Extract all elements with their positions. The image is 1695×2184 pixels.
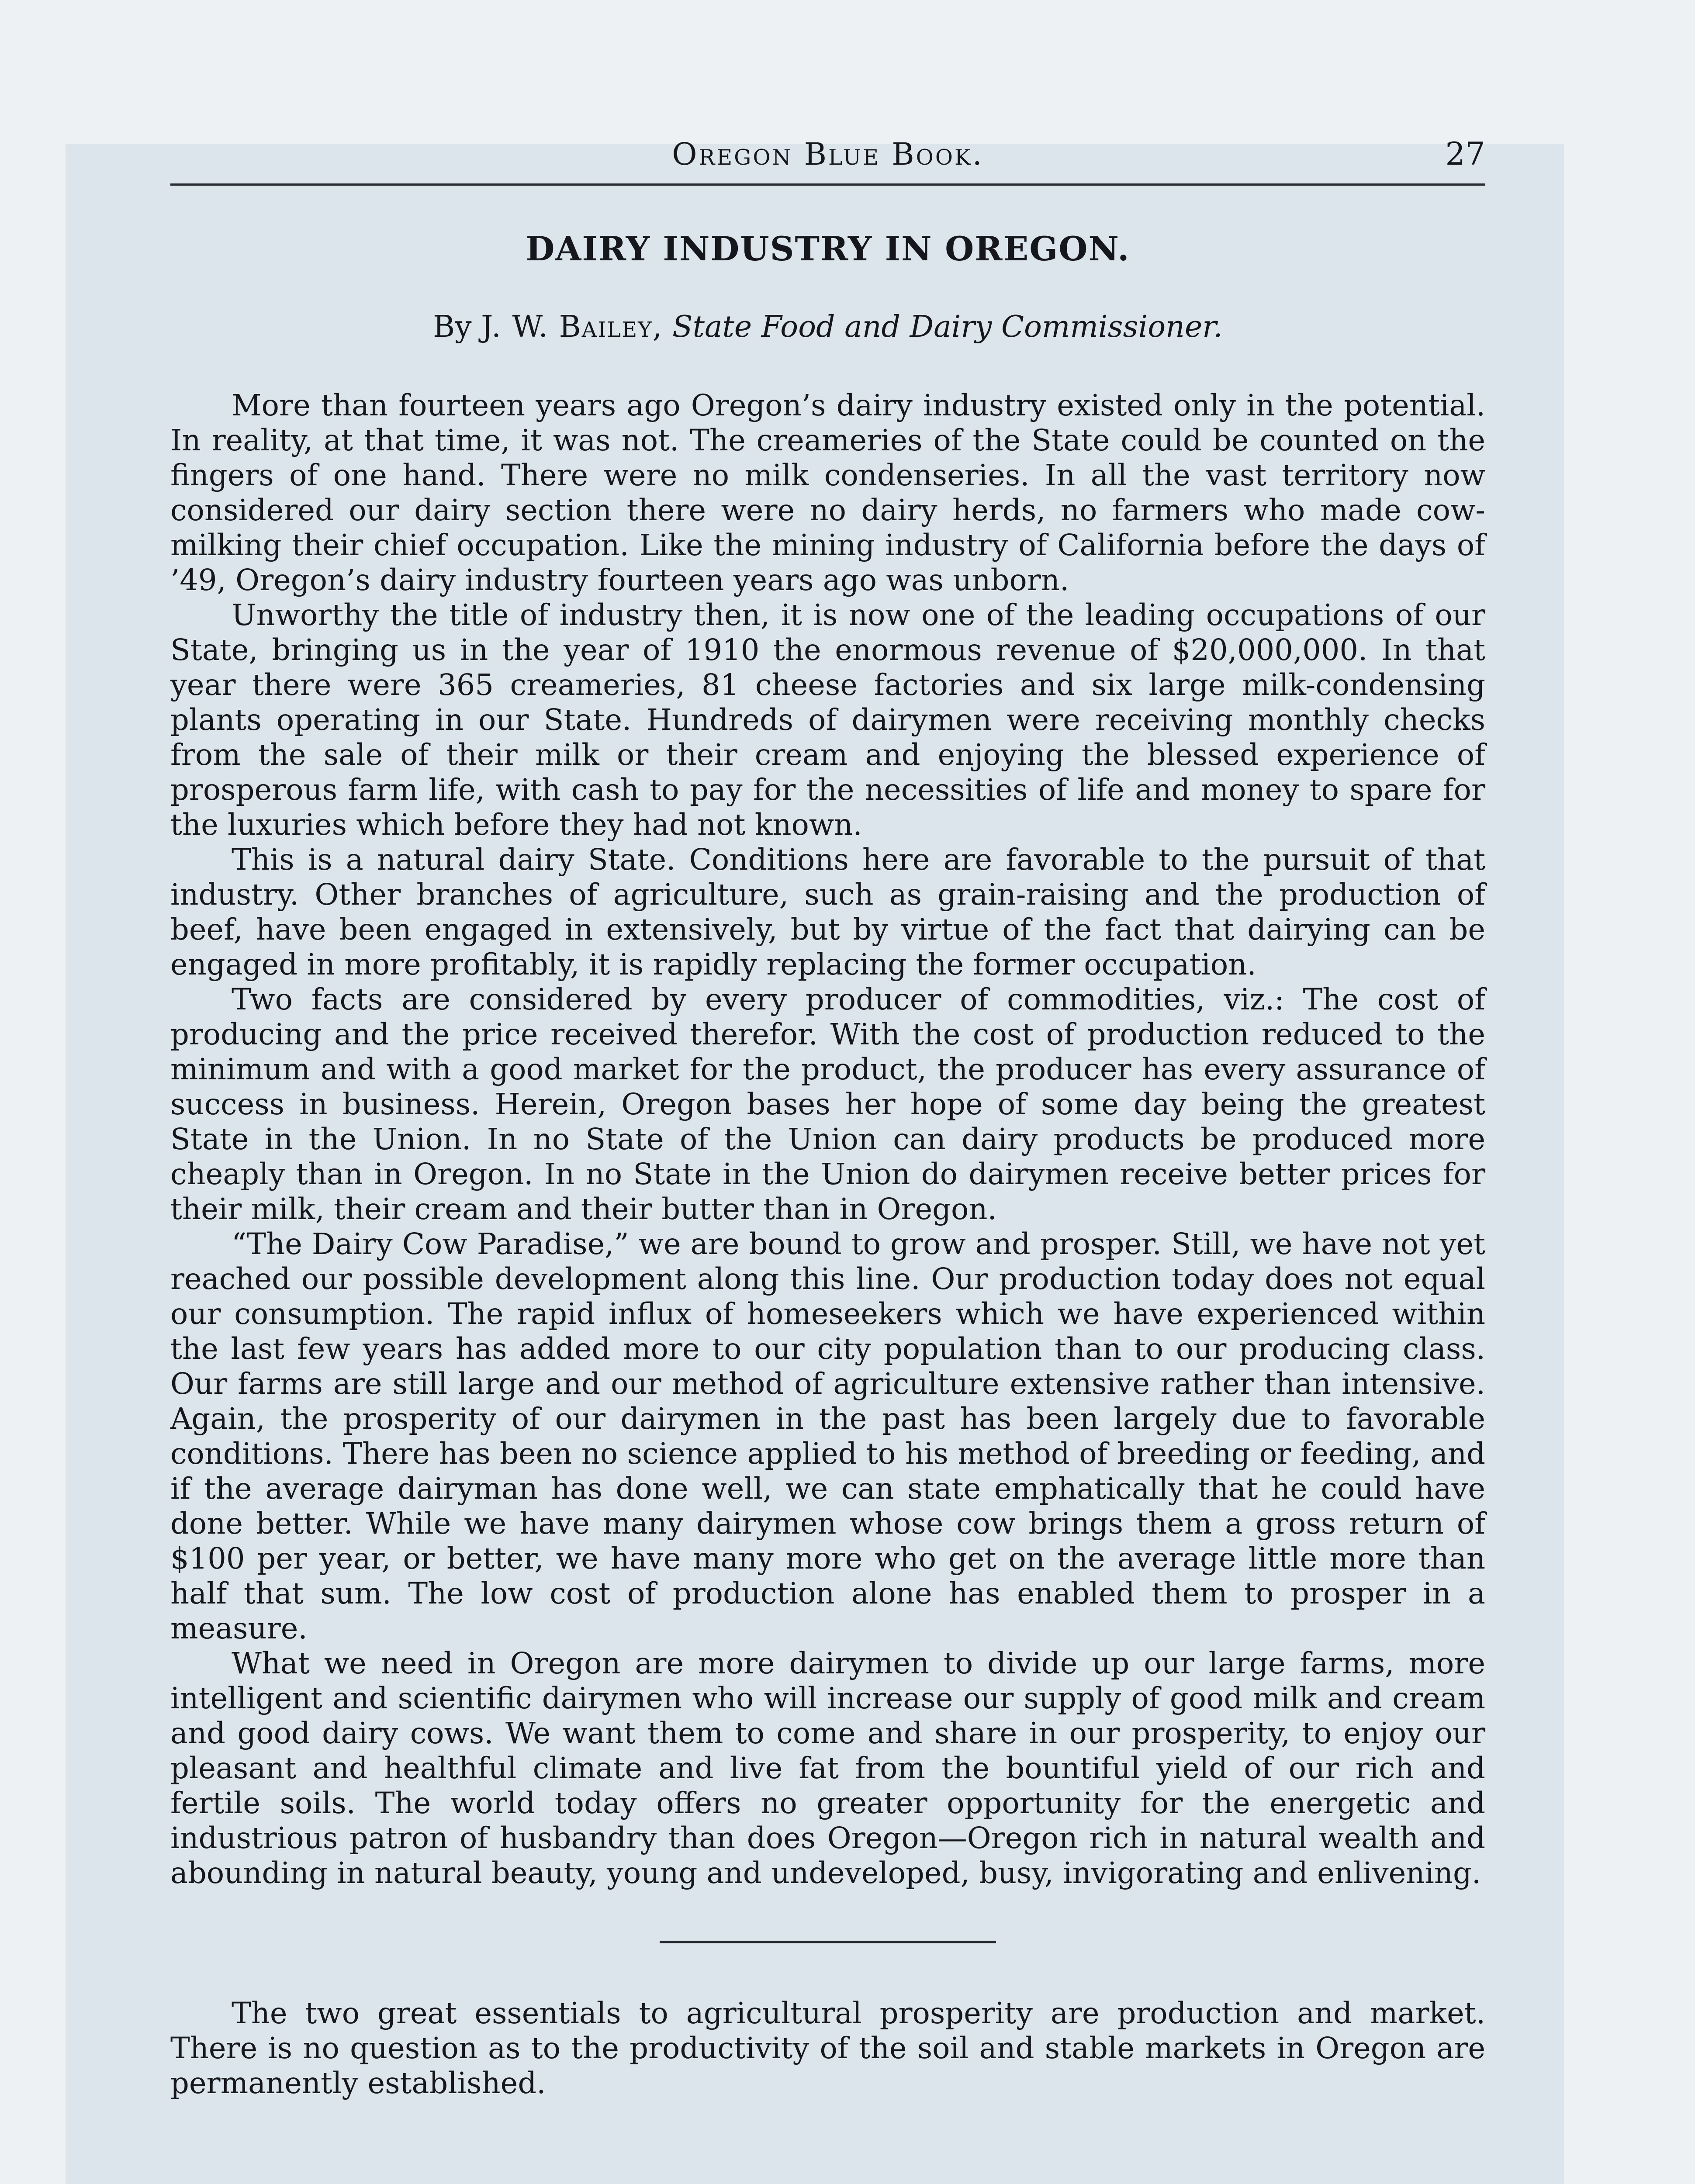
page-number: 27: [1445, 135, 1485, 172]
article-paragraph: Two facts are considered by every producer of commodities, viz.: The cost of producing and the price received therefor. With the cost of production reduced to the minimum and with a good market for the product, the producer has every assurance of success in business. Herein, Oregon bases her hope of some day being the greatest State in the Union. In no State of the Union can dairy products be produced more cheaply than in Oregon. In no State in the Union do dairymen receive better prices for their milk, their cream and their butter than in Oregon.: [170, 982, 1485, 1226]
book-page: [170, 131, 1485, 2101]
running-title: Oregon Blue Book.: [672, 136, 984, 172]
article-paragraph: Unworthy the title of industry then, it is now one of the leading occupations of our State, bringing us in the year of 1910 the enormous revenue of $20,000,000. In that year there were 365 creameries, 81 cheese factories and six large milk-condensing plants operating in our State. Hundreds of dairymen were receiving monthly checks from the sale of their milk or their cream and enjoying the blessed experience of prosperous farm life, with cash to pay for the necessities of life and money to spare for the luxuries which before they had not known.: [170, 598, 1485, 842]
article-paragraph: More than fourteen years ago Oregon’s dairy industry existed only in the potential. In reality, at that time, it was not. The creameries of the State could be counted on the fingers of one hand. There were no milk condenseries. In all the vast territory now considered our dairy section there were no dairy herds, no farmers who made cow-milking their chief occupation. Like the mining industry of California before the days of ’49, Oregon’s dairy industry fourteen years ago was unborn.: [170, 388, 1485, 597]
section-divider: [660, 1941, 996, 1943]
byline: [170, 310, 1485, 344]
byline-prefix: By: [433, 310, 472, 344]
article-title: DAIRY INDUSTRY IN OREGON.: [526, 229, 1130, 268]
article-body: [170, 388, 1485, 1890]
closing-note: The two great essentials to agricultural prosperity are production and market. There is no question as to the productivity of the soil and stable markets in Oregon are permanently established.: [170, 1996, 1485, 2100]
running-header: [170, 131, 1485, 186]
article-paragraph: This is a natural dairy State. Conditions here are favorable to the pursuit of that industry. Other branches of agriculture, such as grain-raising and the production of beef, have been engaged in extensively, but by virtue of the fact that dairying can be engaged in more profitably, it is rapidly replacing the former occupation.: [170, 843, 1485, 981]
article-paragraph: “The Dairy Cow Paradise,” we are bound to grow and prosper. Still, we have not yet reached our possible development along this line. Our production today does not equal our consumption. The rapid influx of homeseekers which we have experienced within the last few years has added more to our city population than to our producing class. Our farms are still large and our method of agriculture extensive rather than intensive. Again, the prosperity of our dairymen in the past has been largely due to favorable conditions. There has been no science applied to his method of breeding or feeding, and if the average dairyman has done well, we can state emphatically that he could have done better. While we have many dairymen whose cow brings them a gross return of $100 per year, or better, we have many more who get on the average little more than half that sum. The low cost of production alone has enabled them to prosper in a measure.: [170, 1227, 1485, 1645]
byline-author: J. W. Bailey,: [481, 310, 663, 344]
byline-role: State Food and Dairy Commissioner.: [672, 310, 1223, 344]
article-paragraph: What we need in Oregon are more dairymen to divide up our large farms, more intelligent and scientific dairymen who will increase our supply of good milk and cream and good dairy cows. We want them to come and share in our prosperity, to enjoy our pleasant and healthful climate and live fat from the bountiful yield of our rich and fertile soils. The world today offers no greater opportunity for the energetic and industrious patron of husbandry than does Oregon—Oregon rich in natural wealth and abounding in natural beauty, young and undeveloped, busy, invigorating and enlivening.: [170, 1646, 1485, 1890]
